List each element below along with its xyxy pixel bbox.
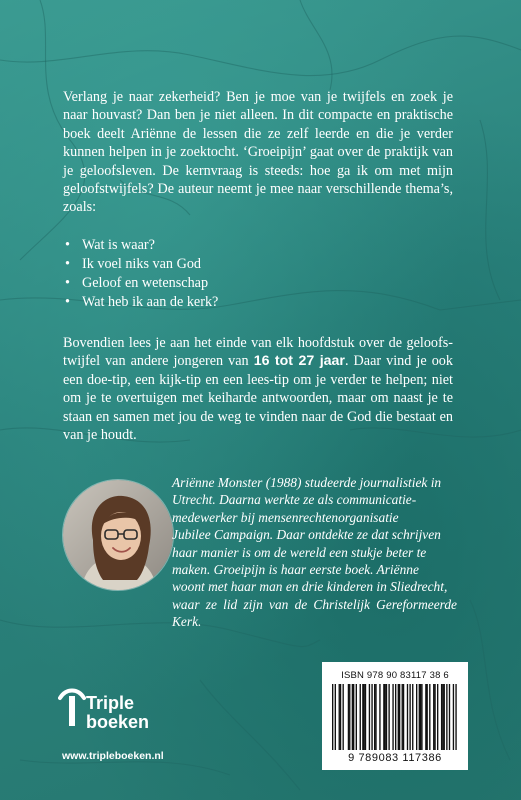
barcode-bar xyxy=(409,684,410,750)
bio-line: haar manier is om de wereld een stukje beter te xyxy=(172,544,427,560)
barcode-bar xyxy=(369,684,370,750)
barcode-bar xyxy=(332,684,333,750)
barcode-bar xyxy=(360,684,361,750)
barcode-bar xyxy=(353,684,354,750)
barcode-bar xyxy=(420,684,421,750)
theme-item: • Wat is waar? xyxy=(63,236,443,255)
themes-list xyxy=(63,236,443,312)
publisher-name-line2: boeken xyxy=(86,712,150,732)
barcode-bar xyxy=(386,684,387,750)
blurb-paragraph: Verlang je naar zekerheid? Ben je moe van je twijfels en zoek je naar houvast? Dan ben je niet alleen. In dit compacte en praktische boek deelt Ariënne de lessen die ze zelf leerde en die je verder kunnen helpen in je zoektocht. ‘Groeipijn’ gaat over de praktijk van je geloofsleven. De kernvraag is steeds: hoe ga ik om met mijn geloofstwijfels? De auteur neemt je mee naar verschillende thema’s, zoals: xyxy=(63,89,453,216)
barcode-bar xyxy=(425,684,426,750)
bio-line: maken. Groeipijn is haar eerste boek. Ariënne xyxy=(172,562,419,578)
barcode-bar xyxy=(441,684,442,750)
barcode-bar xyxy=(349,684,350,750)
barcode-bar xyxy=(429,684,430,750)
barcode-bar xyxy=(339,684,340,750)
barcode-bar xyxy=(375,684,376,750)
barcode-bar xyxy=(335,684,336,750)
barcode-bar xyxy=(379,684,380,750)
bio-line: woont met haar man en drie kinderen in Sliedrecht, xyxy=(172,579,448,595)
barcode-bar xyxy=(455,684,456,750)
barcode-bar xyxy=(340,684,341,750)
barcode-bar xyxy=(407,684,408,750)
bio-line: Utrecht. Daarna werkte ze als communicatie- xyxy=(172,492,417,508)
publisher-logo xyxy=(58,686,193,746)
barcode-bar xyxy=(433,684,434,750)
barcode-bar xyxy=(385,684,386,750)
barcode-bar xyxy=(437,684,438,750)
author-bio xyxy=(172,474,457,631)
bio-line: Jubilee Campaign. Daar ontdekte ze dat schrijven xyxy=(172,527,441,543)
barcode-bar xyxy=(374,684,375,750)
barcode-bar xyxy=(434,684,435,750)
barcode-bar xyxy=(421,684,422,750)
barcode-bar xyxy=(398,684,399,750)
publisher-website[interactable]: www.tripleboeken.nl xyxy=(62,750,164,762)
barcode-bar xyxy=(399,684,400,750)
barcode-bars xyxy=(332,684,458,750)
publisher-name-line1: Triple xyxy=(86,693,135,713)
barcode-bar xyxy=(371,684,372,750)
second-paragraph xyxy=(63,334,453,444)
barcode-bar xyxy=(403,684,404,750)
barcode-bar xyxy=(416,684,417,750)
barcode-bar xyxy=(352,684,353,750)
barcode-bar xyxy=(356,684,357,750)
barcode-bar xyxy=(419,684,420,750)
barcode-bar xyxy=(442,684,443,750)
barcode-bar xyxy=(427,684,428,750)
barcode-bar xyxy=(444,684,445,750)
isbn-label: ISBN 978 90 83117 38 6 xyxy=(341,670,449,681)
barcode-bar xyxy=(449,684,450,750)
bio-line: waar ze lid zijn van de Christelijk Gereformeerde Kerk. xyxy=(172,596,457,630)
barcode-bar xyxy=(412,684,413,750)
author-photo xyxy=(62,479,174,591)
isbn-barcode xyxy=(322,662,468,770)
age-range: 16 tot 27 jaar xyxy=(253,353,345,370)
barcode-bar xyxy=(395,684,396,750)
theme-item: • Geloof en wetenschap xyxy=(63,274,443,293)
ean-number: 9 789083 117386 xyxy=(348,752,442,764)
bio-line: medewerker bij mensenrechtenorganisatie xyxy=(172,509,399,525)
barcode-bar xyxy=(446,684,447,750)
t-bridge-icon xyxy=(58,686,86,728)
bio-line: Ariënne Monster (1988) studeerde journalistiek in xyxy=(172,475,442,490)
theme-item: • Wat heb ik aan de kerk? xyxy=(63,293,443,312)
barcode-bar xyxy=(453,684,454,750)
barcode-bar xyxy=(402,684,403,750)
para2-before: Bovendien lees je aan het einde van elk hoofdstuk over de geloofs-twijfel van andere jongeren van xyxy=(63,335,453,370)
barcode-bar xyxy=(388,684,389,750)
publisher-name xyxy=(86,694,149,732)
barcode-bar xyxy=(392,684,393,750)
barcode-bar xyxy=(348,684,349,750)
barcode-bar xyxy=(383,684,384,750)
para2-after: . Daar vind je ook een doe-tip, een kijk-tip en een lees-tip om je verder te helpen; niet om je te overtuigen met keiharde antwoorden, maar om naast je te staan en samen met jou de weg te vinden naar de God die bestaat en van je houdt. xyxy=(63,353,453,444)
barcode-bar xyxy=(343,684,344,750)
barcode-bar xyxy=(362,684,363,750)
theme-item: • Ik voel niks van God xyxy=(63,255,443,274)
barcode-bar xyxy=(364,684,365,750)
barcode-bar xyxy=(365,684,366,750)
